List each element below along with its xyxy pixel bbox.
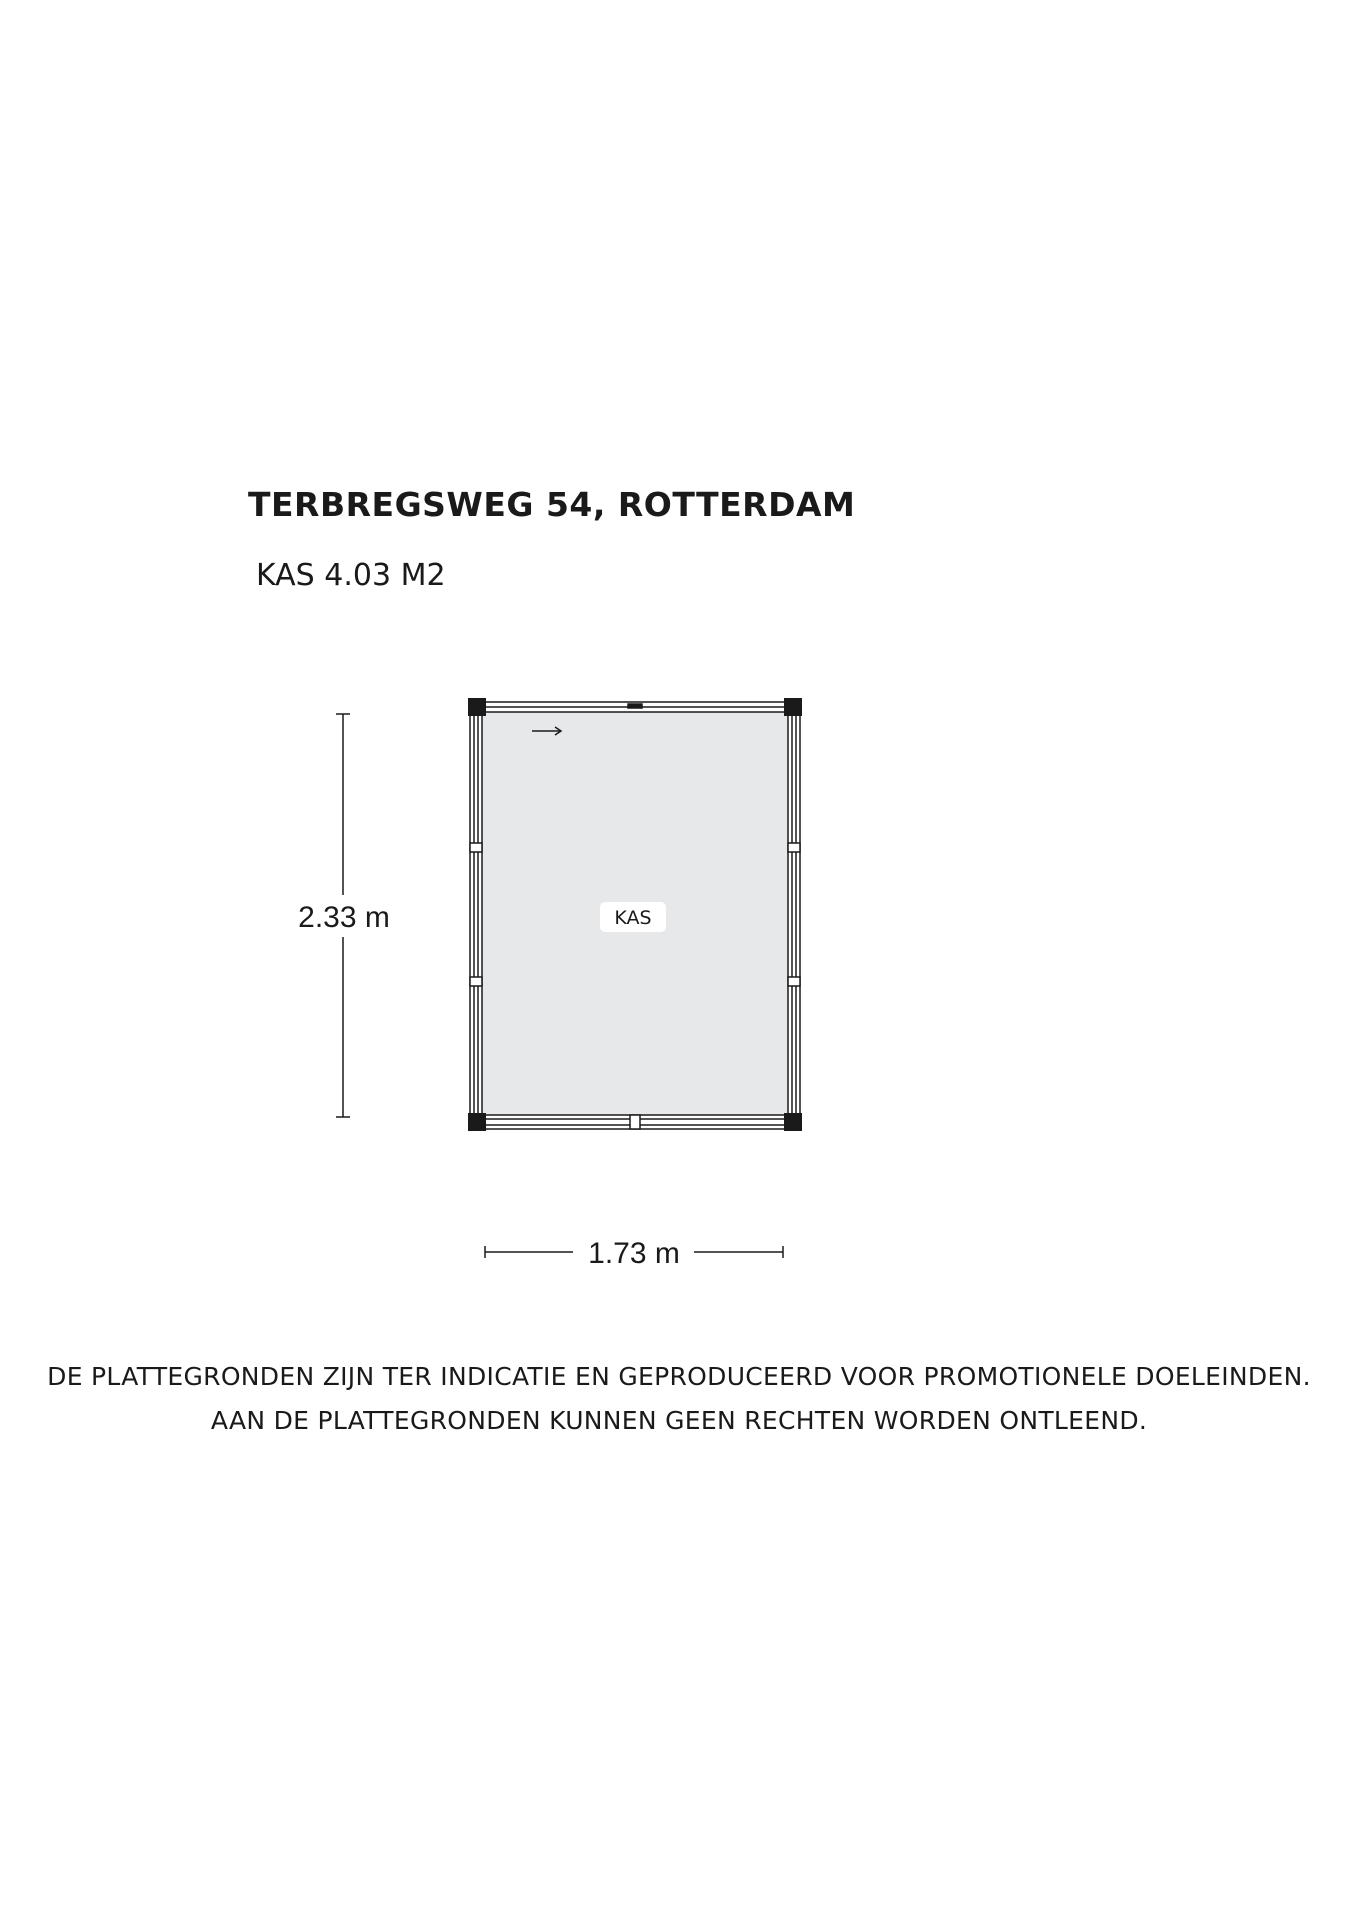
width-dimension-label: 1.73 m: [588, 1237, 680, 1270]
left-wall: [470, 712, 482, 1115]
corner-post-bottom-right: [784, 1113, 802, 1131]
disclaimer-line-2: AAN DE PLATTEGRONDEN KUNNEN GEEN RECHTEN WORDEN ONTLEEND.: [210, 1406, 1148, 1435]
disclaimer: [0, 1355, 1358, 1443]
corner-post-top-left: [468, 698, 486, 716]
corner-post-bottom-left: [468, 1113, 486, 1131]
right-wall: [788, 712, 800, 1115]
address-title: TERBREGSWEG 54, ROTTERDAM: [248, 485, 856, 524]
height-dimension-label: 2.33 m: [298, 901, 390, 934]
room-area-subtitle: KAS 4.03 M2: [256, 558, 446, 593]
room-label: KAS: [614, 907, 652, 929]
disclaimer-line-1: DE PLATTEGRONDEN ZIJN TER INDICATIE EN GEPRODUCEERD VOOR PROMOTIONELE DOELEINDEN.: [47, 1362, 1311, 1391]
corner-post-top-right: [784, 698, 802, 716]
top-wall: [480, 702, 792, 712]
bottom-wall: [480, 1115, 792, 1129]
